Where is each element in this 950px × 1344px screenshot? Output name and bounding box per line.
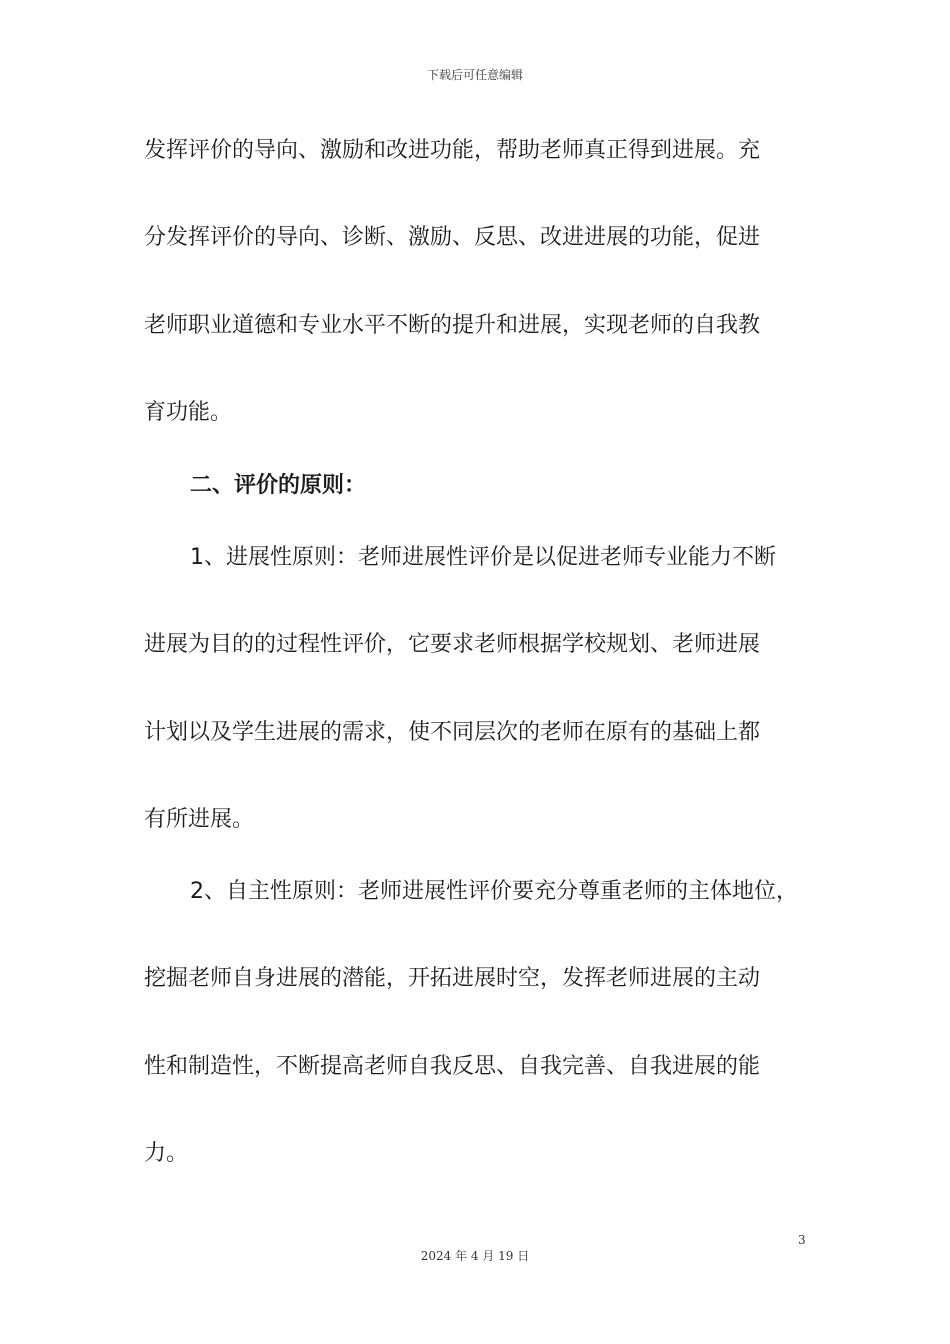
paragraph-line: 2、自主性原则：老师进展性评价要充分尊重老师的主体地位， [190, 879, 798, 904]
paragraph-line: 发挥评价的导向、激励和改进功能，帮助老师真正得到进展。充 [144, 138, 761, 163]
paragraph-line: 计划以及学生进展的需求，使不同层次的老师在原有的基础上都 [144, 720, 761, 745]
paragraph-line: 力。 [144, 1141, 189, 1166]
paragraph-line: 进展为目的的过程性评价，它要求老师根据学校规划、老师进展 [144, 632, 761, 657]
paragraph-line: 老师职业道德和专业水平不断的提升和进展，实现老师的自我教 [144, 313, 761, 338]
footer-date: 2024 年 4 月 19 日 [420, 1249, 530, 1263]
paragraph-line: 性和制造性，不断提高老师自我反思、自我完善、自我进展的能 [144, 1054, 761, 1079]
section-heading: 二、评价的原则： [190, 473, 367, 498]
header-note: 下载后可任意编辑 [426, 68, 523, 82]
paragraph-line: 有所进展。 [144, 807, 255, 832]
paragraph-line: 挖掘老师自身进展的潜能，开拓进展时空，发挥老师进展的主动 [144, 966, 761, 991]
page-number: 3 [798, 1233, 806, 1247]
paragraph-line: 1、进展性原则：老师进展性评价是以促进老师专业能力不断 [190, 545, 776, 570]
paragraph-line: 分发挥评价的导向、诊断、激励、反思、改进进展的功能，促进 [144, 225, 761, 250]
paragraph-line: 育功能。 [144, 400, 233, 425]
